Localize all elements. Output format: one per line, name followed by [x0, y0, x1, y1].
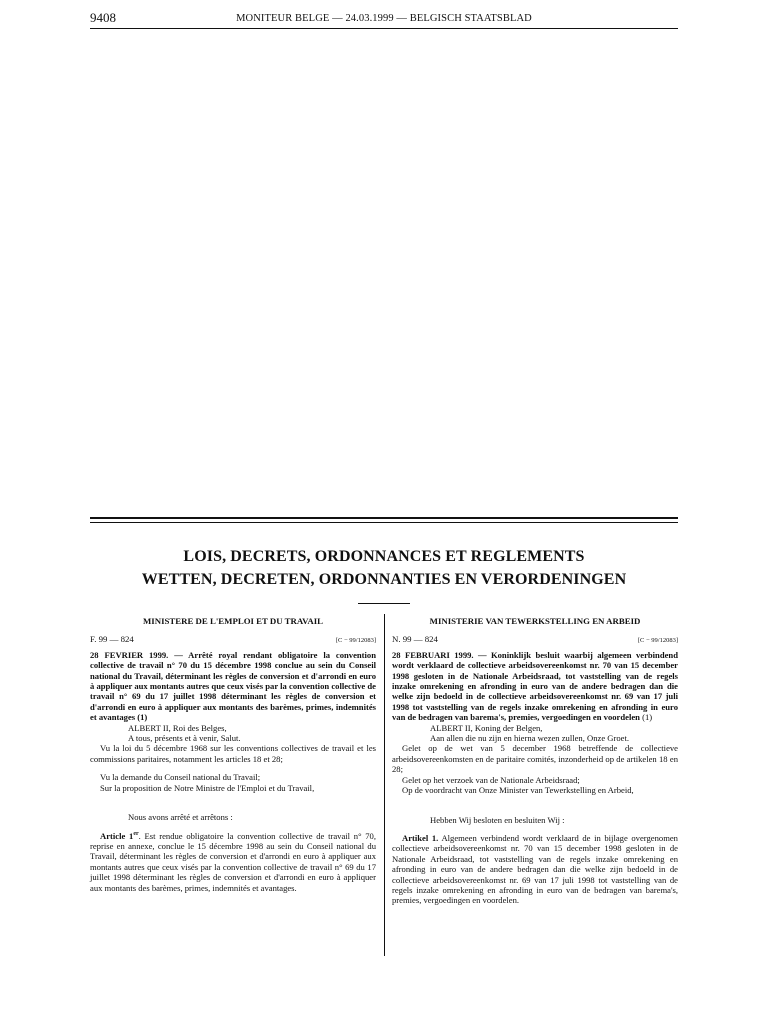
- salute-line: Aan allen die nu zijn en hierna wezen zullen, Onze Groet.: [430, 733, 630, 744]
- page-header: [90, 6, 678, 28]
- reference-number: F. 99 — 824: [90, 634, 134, 645]
- running-title: MONITEUR BELGE — 24.03.1999 — BELGISCH STAATSBLAD: [236, 13, 532, 24]
- article-text: Algemeen verbindend wordt verklaard de in bijlage overgenomen collectieve arbeidsovereenkomst nr. 70 van 15 december 1998 gesloten in de Nationale Arbeidsraad, tot vaststelling van de regels inzake omrekening en afronding in euro van de andere bedragen dan die welke zijn bedoeld in de collectieve arbeidsovereenkomst nr. 69 van 17 juli 1998 tot vaststelling van de regels inzake omrekening en afronding in euro van de bedragen van barema's, premies, vergoedingen en voordelen.: [392, 832, 678, 906]
- section-title-nl: WETTEN, DECRETEN, ORDONNANTIES EN VERORDENINGEN: [141, 571, 627, 588]
- considerant-request: Gelet op het verzoek van de Nationale Arbeidsraad;: [402, 774, 580, 785]
- considerant-proposal: Sur la proposition de Notre Ministre de l'Emploi et du Travail,: [100, 782, 315, 793]
- king-line: ALBERT II, Koning der Belgen,: [430, 722, 543, 733]
- considerant-request: Vu la demande du Conseil national du Travail;: [100, 772, 261, 783]
- considerant-law: Vu la loi du 5 décembre 1968 sur les conventions collectives de travail et les commissions paritaires, notamment les articles 18 et 28;: [90, 743, 376, 764]
- section-top-rule-thin: [90, 522, 678, 523]
- reference-number: N. 99 — 824: [392, 634, 438, 645]
- decree-formula: Hebben Wij besloten en besluiten Wij :: [430, 814, 565, 825]
- reference-line: [90, 634, 376, 646]
- considerant-law: Gelet op de wet van 5 december 1968 betreffende de collectieve arbeidsovereenkomsten en de paritaire comités, inzonderheid op de artikelen 18 en 28;: [392, 743, 678, 775]
- reference-line: [392, 634, 678, 646]
- decree-formula: Nous avons arrêté et arrêtons :: [128, 812, 233, 823]
- decree-headline: 28 FEBRUARI 1999. — Koninklijk besluit waarbij algemeen verbindend wordt verklaard de collectieve arbeidsovereenkomst nr. 70 van 15 december 1998 gesloten in de Nationale Arbeidsraad, tot vaststelling van de regels inzake omrekening en afronding in euro van de andere bedragen dan die welke zijn bedoeld in de collectieve arbeidsovereenkomst nr. 69 van 17 juli 1998 tot vaststelling van de regels inzake omrekening en afronding in euro van de bedragen van barema's, premies, vergoedingen en voordelen (1): [392, 649, 678, 723]
- page-number: 9408: [90, 10, 116, 25]
- decree-headline: 28 FEVRIER 1999. — Arrêté royal rendant obligatoire la convention collective de travail n° 70 du 15 décembre 1998 conclue au sein du Conseil national du Travail, déterminant les règles de conversion et d'arrondi en euro à appliquer aux montants autres que ceux visés par la convention collective de travail n° 69 du 17 juillet 1998 déterminant les règles de conversion et d'arrondi en euro à appliquer aux montants des barèmes, primes, indemnités et avantages (1): [90, 649, 376, 723]
- section-short-rule: [358, 603, 410, 604]
- section-top-rule: [90, 517, 678, 519]
- french-column: [90, 616, 376, 893]
- article-label: Artikel 1.: [402, 832, 439, 843]
- article-1: [392, 833, 678, 906]
- reference-code: [C − 99/12083]: [637, 637, 678, 645]
- reference-code: [C − 99/12083]: [335, 637, 376, 645]
- article-1: [90, 831, 376, 893]
- considerant-proposal: Op de voordracht van Onze Minister van Tewerkstelling en Arbeid,: [402, 785, 634, 796]
- salute-line: A tous, présents et à venir, Salut.: [128, 733, 241, 744]
- ministry-name: MINISTERIE VAN TEWERKSTELLING EN ARBEID: [429, 616, 641, 626]
- section-title-fr: LOIS, DECRETS, ORDONNANCES ET REGLEMENTS: [183, 548, 585, 565]
- ministry-name: MINISTERE DE L'EMPLOI ET DU TRAVAIL: [143, 616, 323, 626]
- dutch-column: [392, 616, 678, 906]
- article-text: . Est rendue obligatoire la convention collective de travail n° 70, reprise en annexe, conclue le 15 décembre 1998 au sein du Conseil national du Travail, déterminant les règles de conversion et d'arrondi en euro à appliquer aux montants autres que ceux visés par la convention collective de travail n° 69 du 17 juillet 1998 déterminant les règles de conversion et d'arrondi en euro à appliquer aux montants des barèmes, primes, indemnités et avantages.: [90, 830, 376, 893]
- column-divider: [384, 614, 385, 956]
- header-rule: [90, 28, 678, 29]
- king-line: ALBERT II, Roi des Belges,: [128, 722, 227, 733]
- article-label: Article 1er: [100, 830, 139, 841]
